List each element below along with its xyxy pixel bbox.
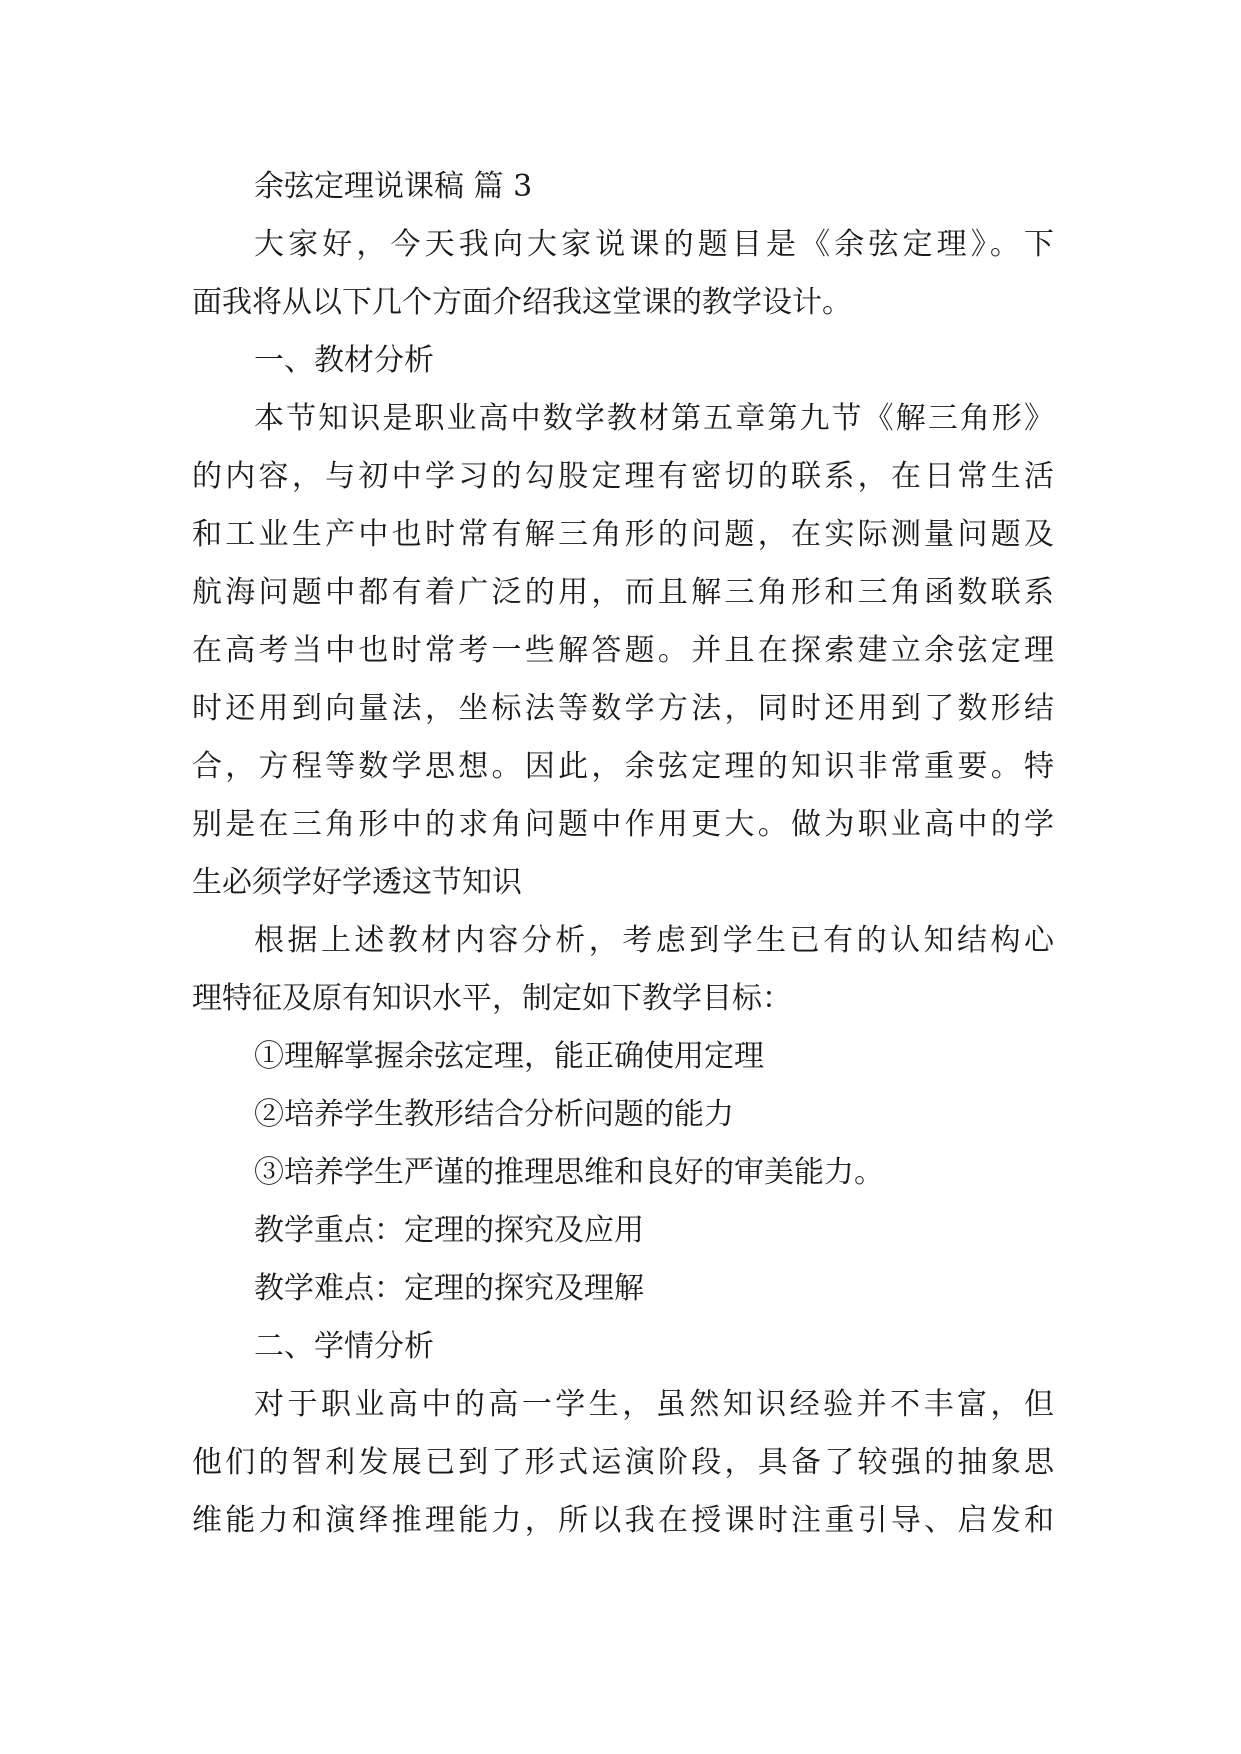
paragraph-line: 在高考当中也时常考一些解答题。并且在探索建立余弦定理 xyxy=(192,633,1054,668)
paragraph-line: 生必须学好学透这节知识 xyxy=(192,865,522,900)
objective-item: ①理解掌握余弦定理，能正确使用定理 xyxy=(254,1039,764,1074)
document-title: 余弦定理说课稿 篇 3 xyxy=(254,169,533,204)
paragraph-line: 本节知识是职业高中数学教材第五章第九节《解三角形》 xyxy=(254,401,1054,436)
objective-item: ②培养学生教形结合分析问题的能力 xyxy=(254,1097,734,1132)
paragraph-line: 的内容，与初中学习的勾股定理有密切的联系，在日常生活 xyxy=(192,459,1054,494)
objective-item: ③培养学生严谨的推理思维和良好的审美能力。 xyxy=(254,1155,884,1190)
paragraph-line: 他们的智利发展已到了形式运演阶段，具备了较强的抽象思 xyxy=(192,1445,1054,1480)
paragraph-line: 根据上述教材内容分析，考虑到学生已有的认知结构心 xyxy=(254,923,1054,958)
paragraph-line: 和工业生产中也时常有解三角形的问题，在实际测量问题及 xyxy=(192,517,1054,552)
paragraph-line: 时还用到向量法，坐标法等数学方法，同时还用到了数形结 xyxy=(192,691,1054,726)
paragraph-line: 航海问题中都有着广泛的用，而且解三角形和三角函数联系 xyxy=(192,575,1054,610)
paragraph-line: 理特征及原有知识水平，制定如下教学目标： xyxy=(192,981,792,1016)
paragraph-line: 别是在三角形中的求角问题中作用更大。做为职业高中的学 xyxy=(192,807,1054,842)
paragraph-line: 大家好，今天我向大家说课的题目是《余弦定理》。下 xyxy=(254,227,1054,262)
document-body xyxy=(192,158,1054,1550)
key-point-line: 教学重点：定理的探究及应用 xyxy=(254,1213,644,1248)
section-heading: 一、教材分析 xyxy=(254,343,434,378)
section-heading: 二、学情分析 xyxy=(254,1329,434,1364)
paragraph-line: 面我将从以下几个方面介绍我这堂课的教学设计。 xyxy=(192,285,852,320)
difficulty-line: 教学难点：定理的探究及理解 xyxy=(254,1271,644,1306)
paragraph-line: 对于职业高中的高一学生，虽然知识经验并不丰富，但 xyxy=(254,1387,1054,1422)
paragraph-line: 维能力和演绎推理能力，所以我在授课时注重引导、启发和 xyxy=(192,1503,1054,1538)
paragraph-line: 合，方程等数学思想。因此，余弦定理的知识非常重要。特 xyxy=(192,749,1054,784)
